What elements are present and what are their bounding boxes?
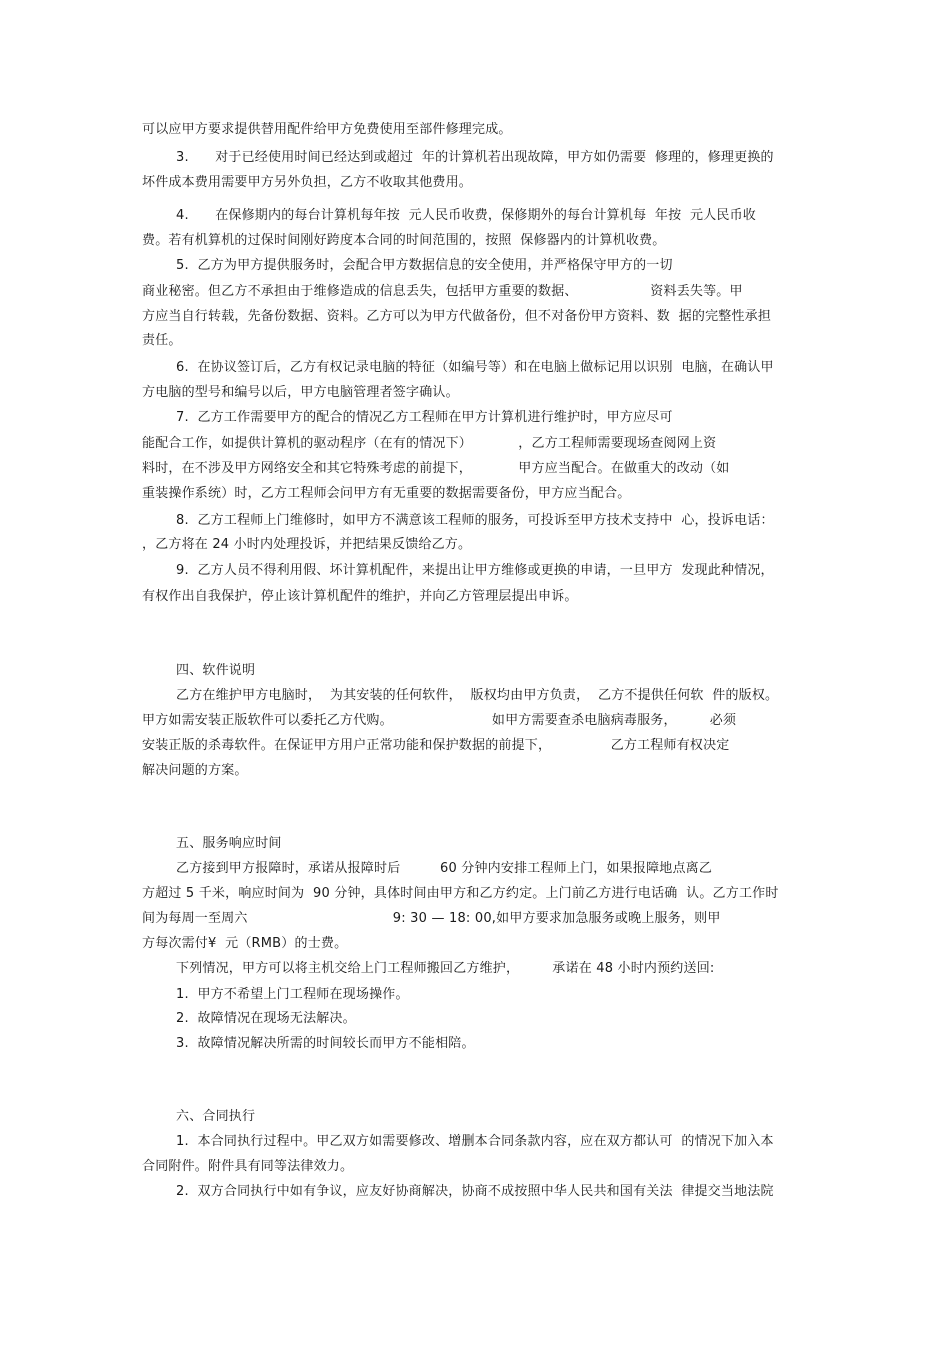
paragraph-line: 商业秘密。但乙方不承担由于维修造成的信息丢失，包括甲方重要的数据、 资料丢失等。甲 bbox=[142, 284, 743, 299]
paragraph-line: 甲方如需安装正版软件可以委托乙方代购。 如甲方需要查杀电脑病毒服务， 必须 bbox=[142, 713, 737, 728]
paragraph-line: 安装正版的杀毒软件。在保证甲方用户正常功能和保护数据的前提下， 乙方工程师有权决定 bbox=[142, 738, 730, 753]
paragraph-line: 6. 在协议签订后，乙方有权记录电脑的特征（如编号等）和在电脑上做标记用以识别 电脑，在确认甲 bbox=[176, 360, 774, 375]
section-heading: 六、合同执行 bbox=[176, 1109, 256, 1124]
paragraph-line: 1. 本合同执行过程中。甲乙双方如需要修改、增删本合同条款内容，应在双方都认可 的情况下加入本 bbox=[176, 1134, 774, 1149]
paragraph-line: 可以应甲方要求提供替用配件给甲方免费使用至部件修理完成。 bbox=[142, 122, 512, 137]
paragraph-line: 乙方在维护甲方电脑时， 为其安装的任何软件， 版权均由甲方负责， 乙方不提供任何软 件的版权。 bbox=[176, 688, 779, 703]
list-item: 2. 故障情况在现场无法解决。 bbox=[176, 1011, 356, 1026]
paragraph-line: 2. 双方合同执行中如有争议，应友好协商解决，协商不成按照中华人民共和国有关法 律提交当地法院 bbox=[176, 1184, 774, 1199]
paragraph-line: 坏件成本费用需要甲方另外负担，乙方不收取其他费用。 bbox=[142, 175, 473, 190]
paragraph-line: 4. 在保修期内的每台计算机每年按 元人民币收费，保修期外的每台计算机每 年按 元人民币收 bbox=[176, 208, 756, 223]
section-heading: 四、软件说明 bbox=[176, 663, 256, 678]
paragraph-line: 间为每周一至周六 9: 30 — 18: 00,如甲方要求加急服务或晚上服务，则甲 bbox=[142, 911, 721, 926]
paragraph-line: 8. 乙方工程师上门维修时，如甲方不满意该工程师的服务，可投诉至甲方技术支持中 心，投诉电话： bbox=[176, 513, 774, 528]
paragraph-line: 能配合工作，如提供计算机的驱动程序（在有的情况下） ，乙方工程师需要现场查阅网上资 bbox=[142, 436, 717, 451]
list-item: 3. 故障情况解决所需的时间较长而甲方不能相陪。 bbox=[176, 1036, 475, 1051]
list-item: 1. 甲方不希望上门工程师在现场操作。 bbox=[176, 987, 409, 1002]
paragraph-line: 下列情况，甲方可以将主机交给上门工程师搬回乙方维护， 承诺在 48 小时内预约送回: bbox=[176, 961, 715, 976]
paragraph-line: 7. 乙方工作需要甲方的配合的情况乙方工程师在甲方计算机进行维护时，甲方应尽可 bbox=[176, 410, 673, 425]
paragraph-line: 责任。 bbox=[142, 333, 182, 348]
paragraph-line: 5. 乙方为甲方提供服务时，会配合甲方数据信息的安全使用，并严格保守甲方的一切 bbox=[176, 258, 673, 273]
paragraph-line: 方电脑的型号和编号以后，甲方电脑管理者签字确认。 bbox=[142, 385, 459, 400]
paragraph-line: 料时，在不涉及甲方网络安全和其它特殊考虑的前提下， 甲方应当配合。在做重大的改动（如 bbox=[142, 461, 730, 476]
paragraph-line: 方每次需付¥ 元（RMB）的士费。 bbox=[142, 936, 348, 951]
paragraph-line: 3. 对于已经使用时间已经达到或超过 年的计算机若出现故障，甲方如仍需要 修理的，修理更换的 bbox=[176, 150, 774, 165]
paragraph-line: 合同附件。附件具有同等法律效力。 bbox=[142, 1159, 354, 1174]
paragraph-line: 9. 乙方人员不得利用假、坏计算机配件，来提出让甲方维修或更换的申请，一旦甲方 发现此种情况， bbox=[176, 563, 774, 578]
paragraph-line: 费。若有机算机的过保时间刚好跨度本合同的时间范围的，按照 保修器内的计算机收费。 bbox=[142, 233, 666, 248]
paragraph-line: 方应当自行转载，先备份数据、资料。乙方可以为甲方代做备份，但不对备份甲方资料、数 据的完整性承担 bbox=[142, 309, 772, 324]
paragraph-line: 解决问题的方案。 bbox=[142, 763, 248, 778]
paragraph-line: ，乙方将在 24 小时内处理投诉，并把结果反馈给乙方。 bbox=[142, 537, 472, 552]
section-heading: 五、服务响应时间 bbox=[176, 836, 282, 851]
paragraph-line: 方超过 5 千米，响应时间为 90 分钟，具体时间由甲方和乙方约定。上门前乙方进行电话确 认。乙方工作时 bbox=[142, 886, 779, 901]
paragraph-line: 有权作出自我保护，停止该计算机配件的维护，并向乙方管理层提出申诉。 bbox=[142, 589, 578, 604]
paragraph-line: 乙方接到甲方报障时，承诺从报障时后 60 分钟内安排工程师上门，如果报障地点离乙 bbox=[176, 861, 713, 876]
paragraph-line: 重装操作系统）时，乙方工程师会问甲方有无重要的数据需要备份，甲方应当配合。 bbox=[142, 486, 631, 501]
